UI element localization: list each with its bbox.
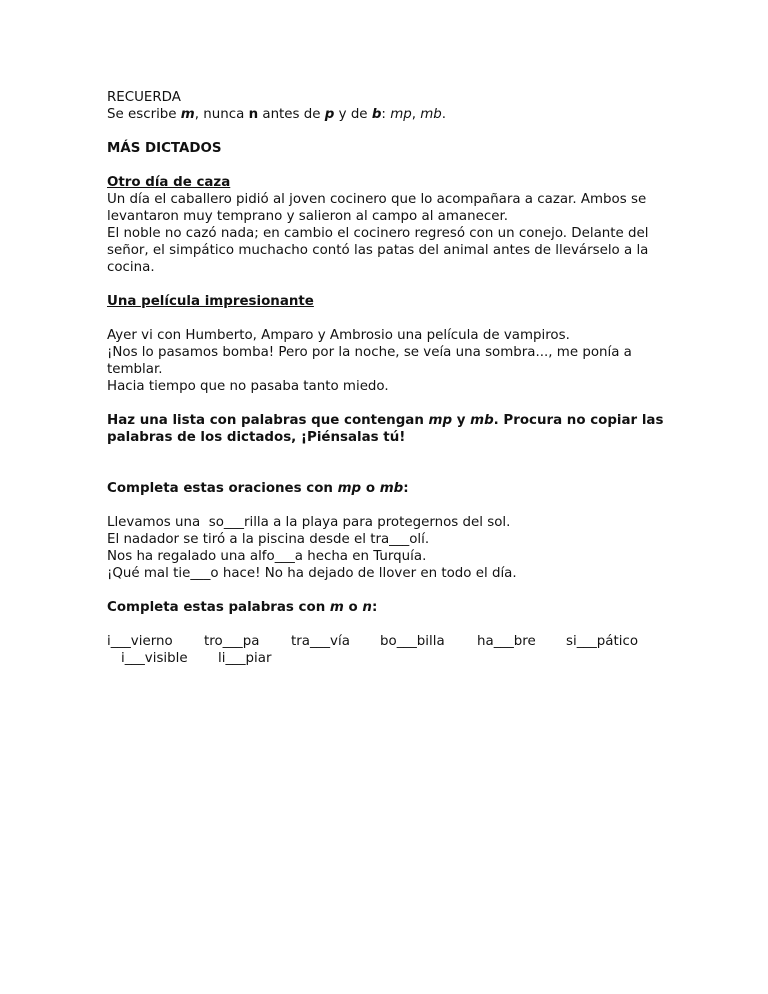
task3-title [107, 599, 667, 616]
recuerda-rule [107, 106, 667, 123]
task1-line [107, 412, 667, 429]
fill-word: i___vierno [107, 634, 173, 649]
rule-m: m [180, 107, 195, 122]
task1-text: . Procura no copiar las [493, 413, 664, 428]
dictado1-line: señor, el simpático muchacho contó las patas del animal antes de llevárselo a la [107, 243, 649, 258]
recuerda-heading: RECUERDA [107, 90, 181, 105]
fill-word: si___pático [566, 634, 639, 649]
fill-word: bo___billa [380, 634, 445, 649]
dictado2-line: ¡Nos lo pasamos bomba! Pero por la noche, se veía una sombra..., me ponía a [107, 345, 632, 360]
rule-text: y de [334, 107, 372, 122]
rule-text: antes de [258, 107, 325, 122]
mas-dictados-heading: MÁS DICTADOS [107, 141, 222, 156]
task2-mp: mp [337, 481, 362, 496]
task3-text: Completa estas palabras con [107, 600, 330, 615]
dictado2-line: Hacia tiempo que no pasaba tanto miedo. [107, 379, 389, 394]
task2-text: Completa estas oraciones con [107, 481, 338, 496]
task3-text: o [343, 600, 363, 615]
rule-text: , [411, 107, 421, 122]
rule-mp: mp [390, 107, 412, 122]
dictado1-title: Otro día de caza [107, 175, 231, 190]
task2-sentence: Llevamos una so___rilla a la playa para protegernos del sol. [107, 515, 511, 530]
task3-words-row [107, 650, 667, 667]
dictado2-title: Una película impresionante [107, 294, 314, 309]
task1-mb: mb [470, 413, 494, 428]
fill-word: tro___pa [204, 634, 260, 649]
rule-b: b [371, 107, 382, 122]
rule-mb: mb [420, 107, 442, 122]
dictado1-line: El noble no cazó nada; en cambio el cocinero regresó con un conejo. Delante del [107, 226, 649, 241]
task2-sentence: ¡Qué mal tie___o hace! No ha dejado de llover en todo el día. [107, 566, 517, 581]
task2-title [107, 480, 667, 497]
fill-word: ha___bre [477, 634, 536, 649]
task2-sentence: El nadador se tiró a la piscina desde el tra___olí. [107, 532, 430, 547]
task2-text: o [361, 481, 380, 496]
dictado1-line: levantaron muy temprano y salieron al campo al amanecer. [107, 209, 508, 224]
task3-words-row [107, 633, 667, 650]
rule-text: , nunca [194, 107, 249, 122]
fill-word: li___piar [218, 651, 272, 666]
dictado2-line: temblar. [107, 362, 163, 377]
task3-text: : [371, 600, 378, 615]
fill-word: i___visible [121, 651, 188, 666]
task3-m: m [329, 600, 344, 615]
task3-n: n [362, 600, 372, 615]
task2-text: : [403, 481, 409, 496]
task1-text: Haz una lista con palabras que contengan [107, 413, 429, 428]
task1-text: y [452, 413, 471, 428]
fill-word: tra___vía [291, 634, 350, 649]
task1-mp: mp [428, 413, 453, 428]
rule-n: n [248, 107, 259, 122]
task2-sentence: Nos ha regalado una alfo___a hecha en Turquía. [107, 549, 427, 564]
rule-p: p [324, 107, 335, 122]
task1-line: palabras de los dictados, ¡Piénsalas tú! [107, 430, 406, 445]
dictado2-line: Ayer vi con Humberto, Amparo y Ambrosio una película de vampiros. [107, 328, 570, 343]
rule-text: : [381, 107, 391, 122]
dictado1-line: Un día el caballero pidió al joven cocinero que lo acompañara a cazar. Ambos se [107, 192, 647, 207]
rule-text: Se escribe [107, 107, 181, 122]
document-content [107, 89, 667, 667]
task2-mb: mb [379, 481, 404, 496]
dictado1-line: cocina. [107, 260, 155, 275]
rule-text: . [441, 107, 447, 122]
